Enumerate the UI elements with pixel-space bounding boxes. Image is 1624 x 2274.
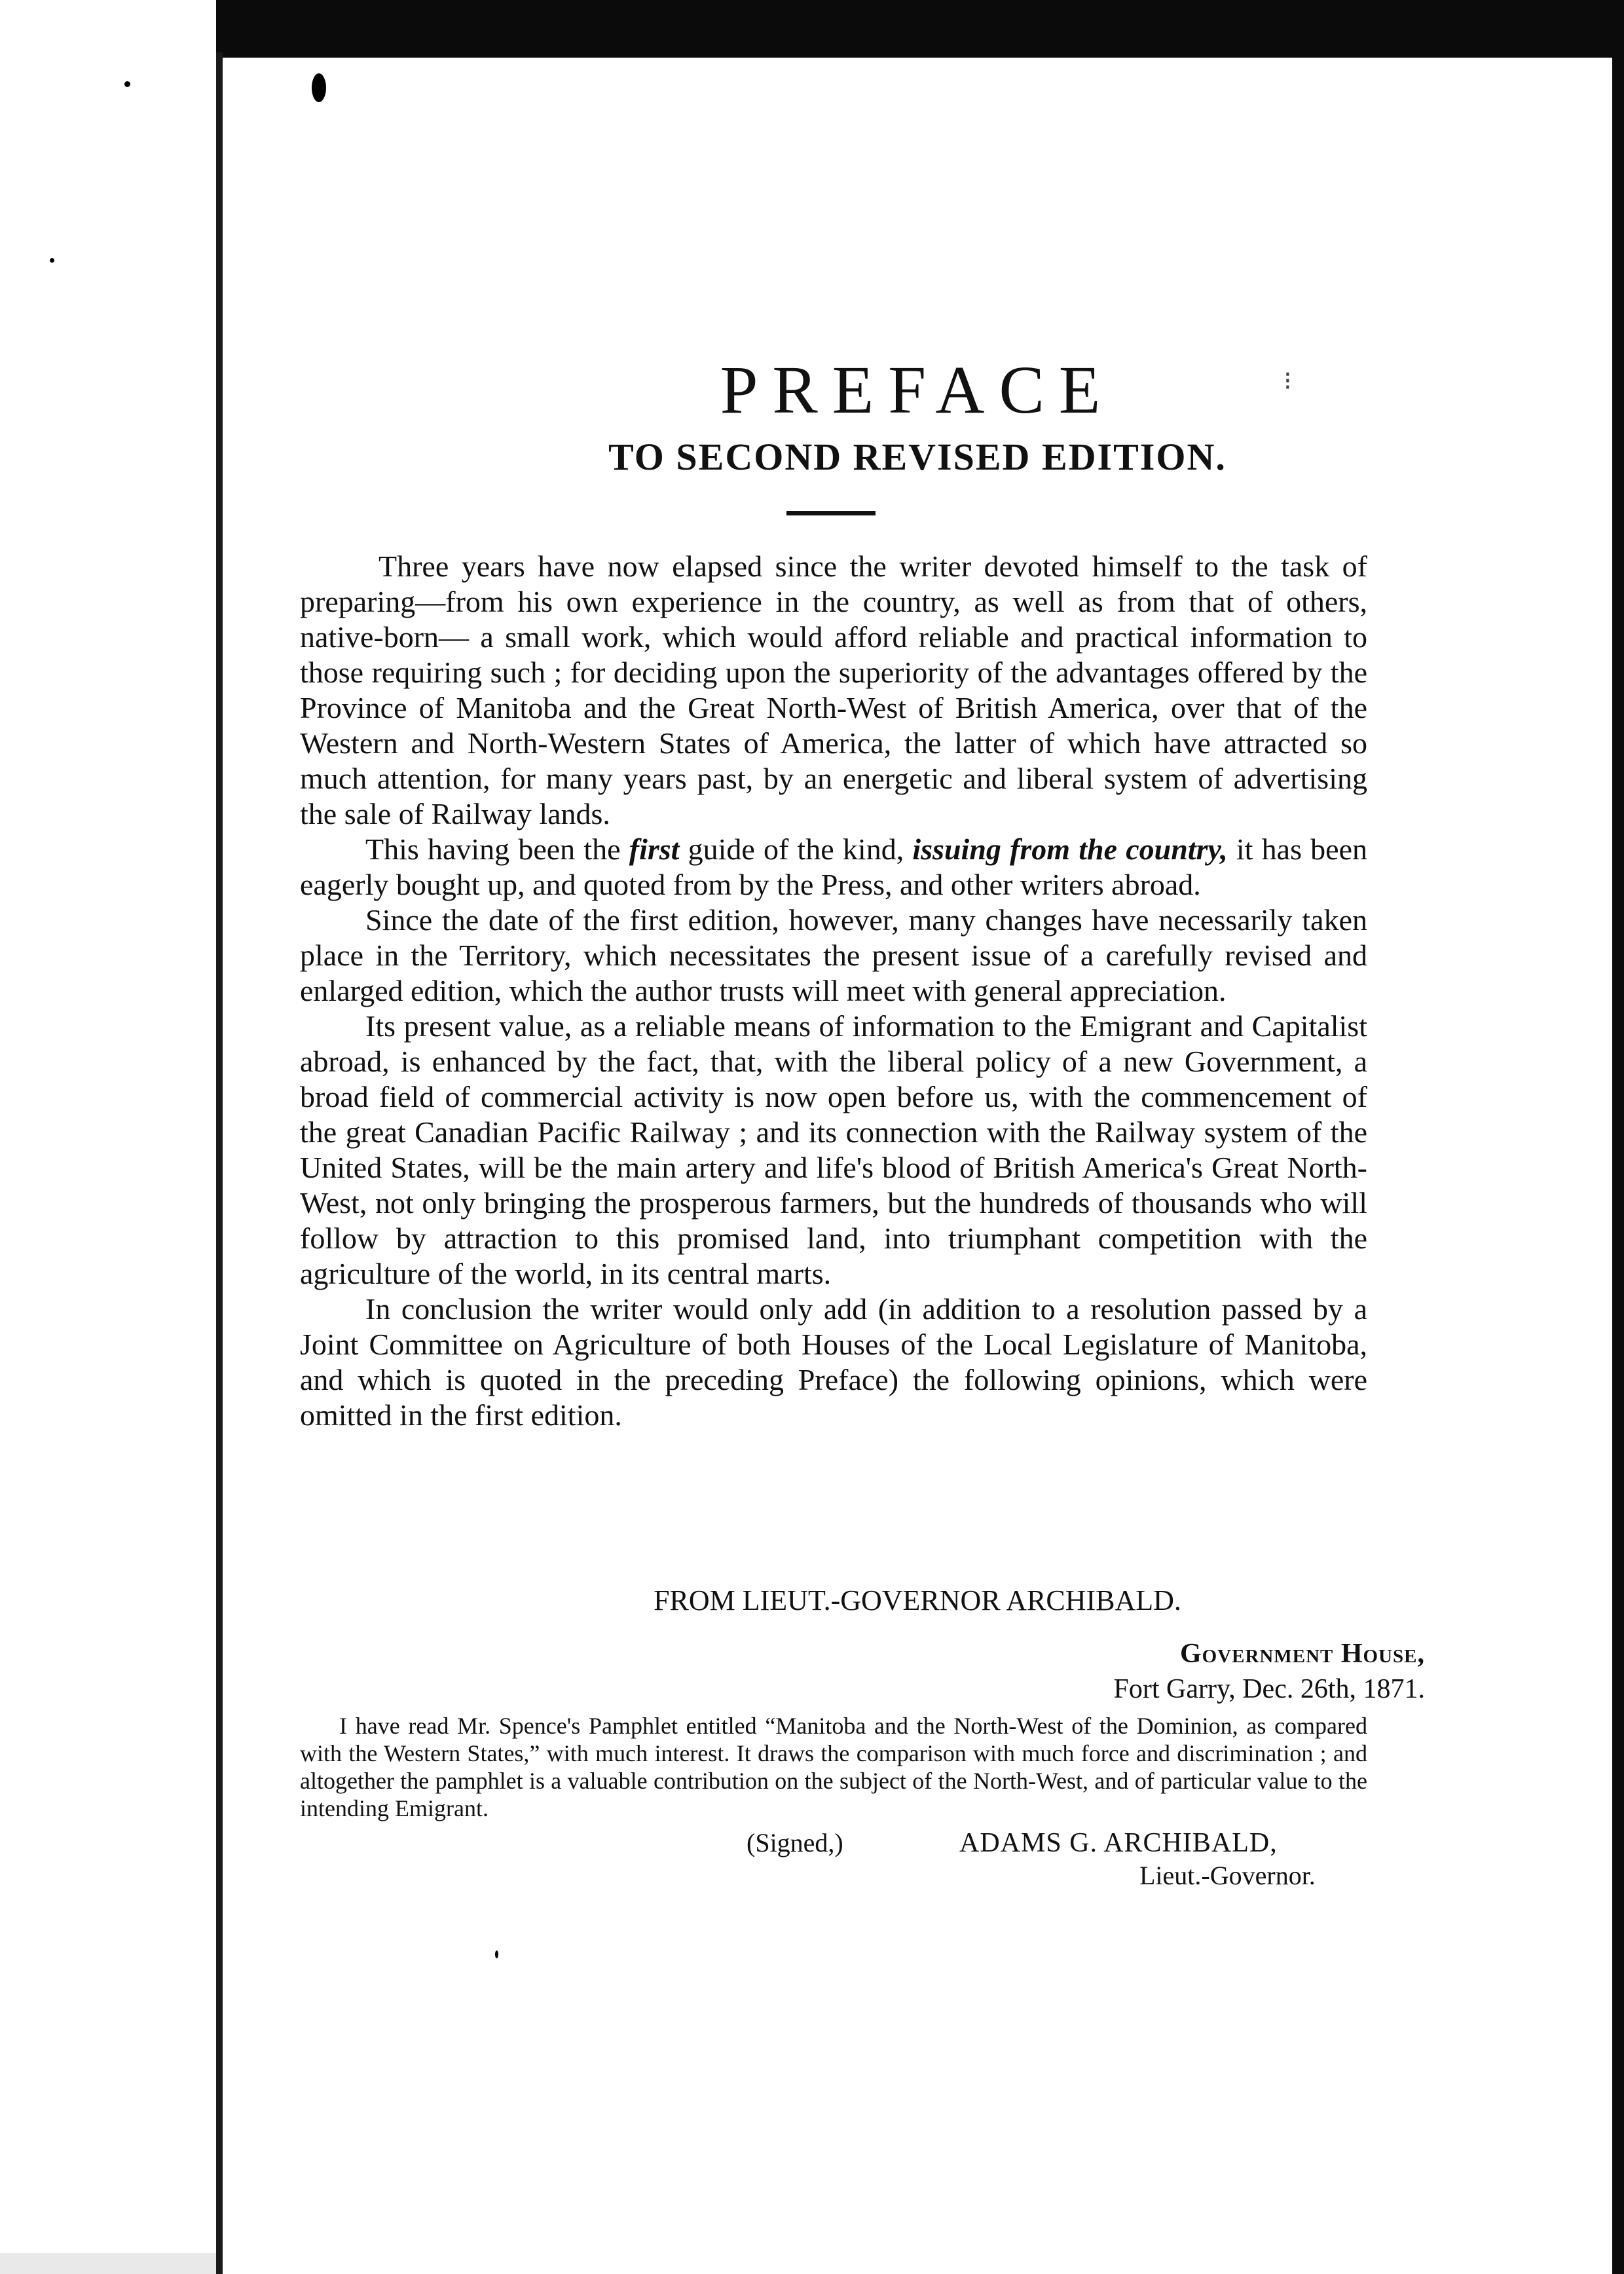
- preface-paragraph: In conclusion the writer would only add (in addition to a resolution passed by a Joint Committee on Agriculture of both Houses of the Local Legislature of Manitoba, and which is quoted in the preceding Preface) the following opinions, which were omitted in the first edition.: [300, 1292, 1367, 1432]
- signed-label: (Signed,): [747, 1828, 843, 1857]
- scan-bottom-edge: [0, 2253, 216, 2274]
- ink-speck: [124, 81, 130, 87]
- preface-body: [300, 549, 1367, 1433]
- preface-paragraph: Its present value, as a reliable means of information to the Emigrant and Capitalist abroad, is enhanced by the fact, that, with the liberal policy of a new Government, a broad field of commercial activity is now open before us, with the commencement of the great Canadian Pacific Railway ; and its connection with the Railway system of the United States, will be the main artery and life's blood of British America's Great North-West, not only bringing the prosperous farmers, but the hundreds of thousands who will follow by attraction to this promised land, into triumphant competition with the agriculture of the world, in its central marts.: [300, 1009, 1367, 1290]
- page-title: PREFACE: [720, 352, 1115, 428]
- ink-speck: [50, 258, 54, 263]
- scan-left-margin: [0, 0, 216, 2274]
- signatory-title: Lieut.-Governor.: [1139, 1861, 1316, 1890]
- letter-text: I have read Mr. Spence's Pamphlet entitled “Manitoba and the North-West of the Dominion, as compared with the Western States,” with much interest. It draws the comparison with much force and discrimination ; and altogether the pamphlet is a valuable contribution on the subject of the North-West, and of particular value to the intending Emigrant.: [300, 1713, 1367, 1821]
- emphasis-issuing: issuing from the country,: [912, 832, 1228, 866]
- scan-right-edge: [1612, 0, 1624, 2274]
- document-page: [223, 58, 1612, 2274]
- letter-date-line: Fort Garry, Dec. 26th, 1871.: [1113, 1674, 1425, 1704]
- letter-heading: FROM LIEUT.-GOVERNOR ARCHIBALD.: [654, 1584, 1181, 1616]
- preface-paragraph: This having been the first guide of the kind, issuing from the country, it has been eagerly bought up, and quoted from by the Press, and other writers abroad.: [300, 832, 1367, 901]
- letter-address-line: Government House,: [1179, 1639, 1425, 1669]
- page-subtitle: TO SECOND REVISED EDITION.: [608, 436, 1227, 478]
- emphasis-first: first: [629, 832, 680, 866]
- title-rule: [786, 511, 876, 515]
- preface-paragraph: Since the date of the first edition, however, many changes have necessarily taken place in the Territory, which necessitates the present issue of a carefully revised and enlarged edition, which the author trusts will meet with general appreciation.: [300, 903, 1367, 1007]
- scan-top-edge: [0, 0, 1624, 58]
- preface-paragraph: Three years have now elapsed since the writer devoted himself to the task of preparing—from his own experience in the country, as well as from that of others, native-born— a small work, which would afford reliable and practical information to those requiring such ; for deciding upon the superiority of the advantages offered by the Province of Manitoba and the Great North-West of British America, over that of the Western and North-Western States of America, the latter of which have attracted so much attention, for many years past, by an energetic and liberal system of advertising the sale of Railway lands.: [300, 550, 1367, 830]
- page-gutter-line: [216, 52, 223, 2274]
- signatory-name: ADAMS G. ARCHIBALD,: [959, 1828, 1278, 1858]
- margin-mark: ⁝: [1283, 366, 1292, 396]
- letter-address: [1113, 1636, 1425, 1707]
